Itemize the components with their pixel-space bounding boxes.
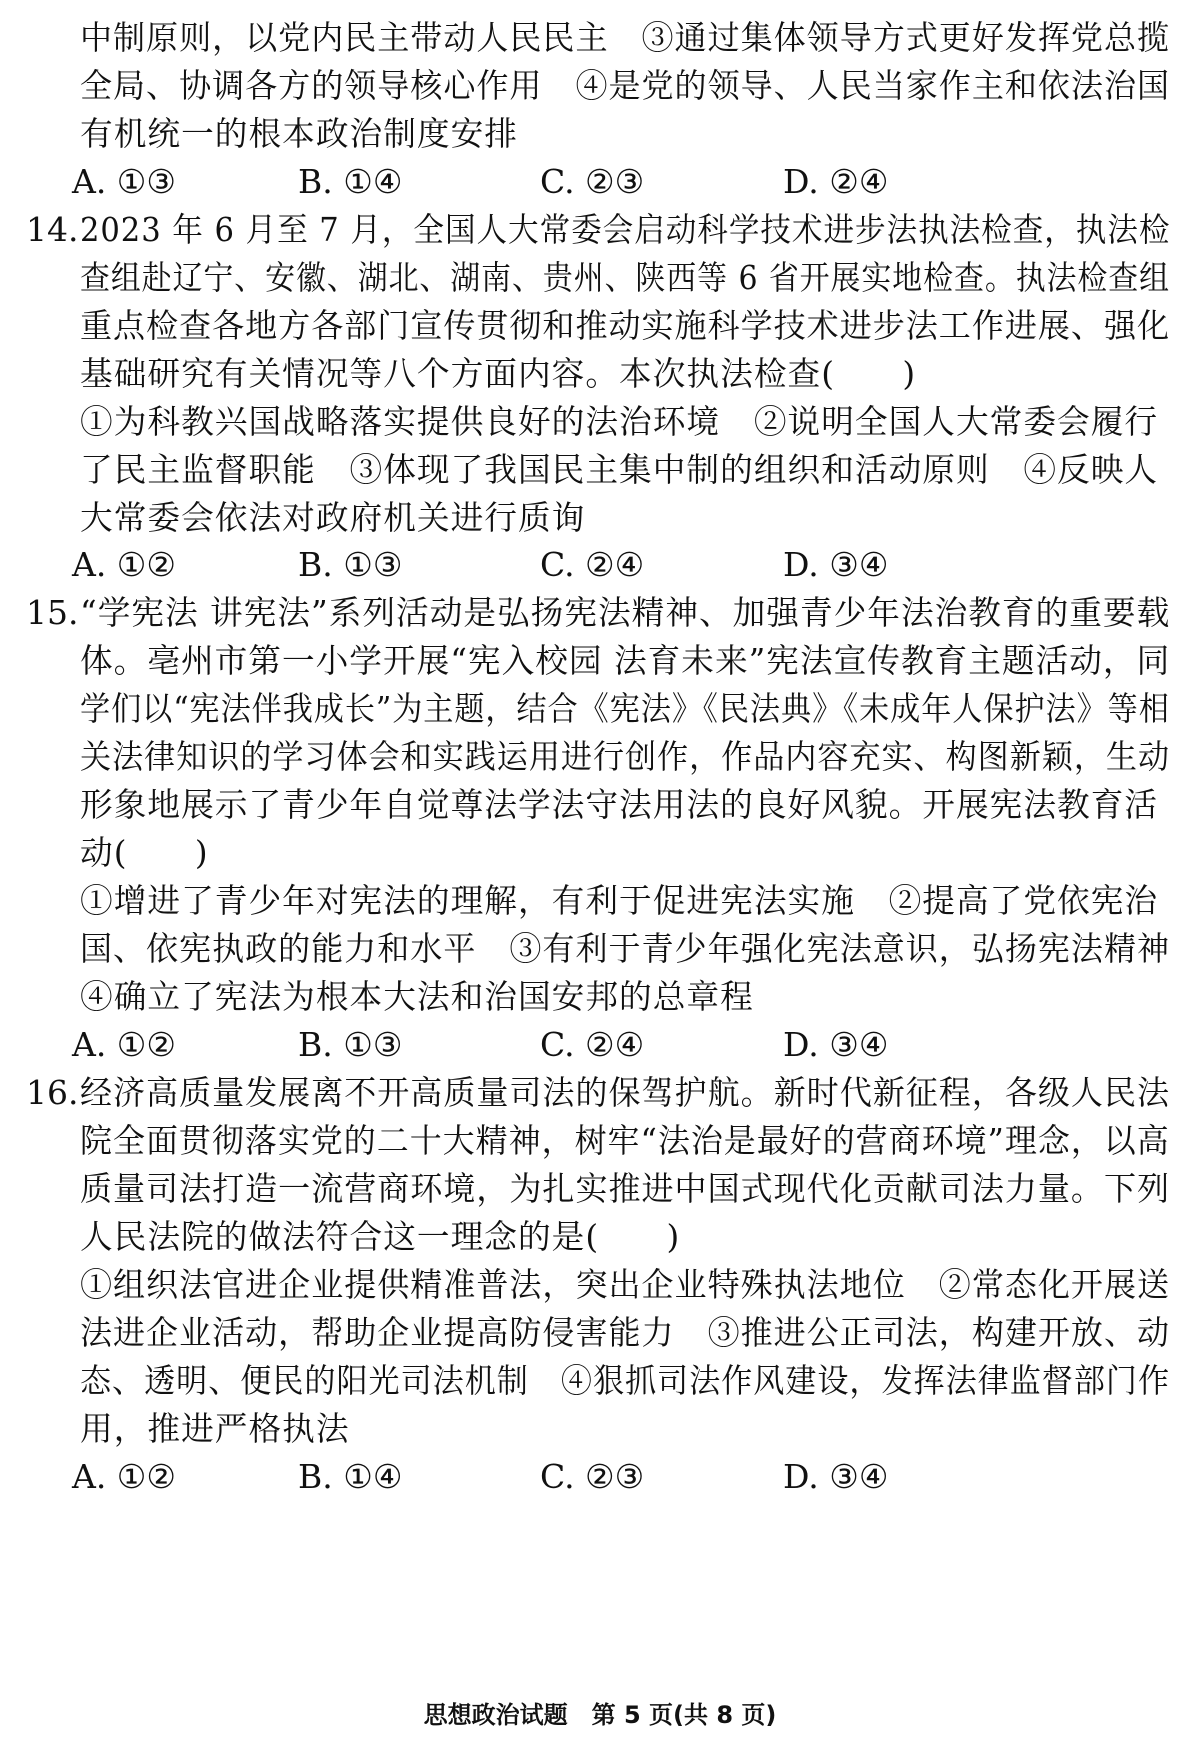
option-a: A. ①③ [72,162,176,201]
question-text-line: 基础研究有关情况等八个方面内容。本次执法检查( ) [80,354,917,393]
statement-line: 大常委会依法对政府机关进行质询 [80,498,586,537]
option-c: C. ②③ [540,162,645,201]
question-text-line: 动( ) [80,833,209,872]
statement-line: 法进企业活动，帮助企业提高防侵害能力 ③推进公正司法，构建开放、动 [80,1313,1170,1352]
question-text-line: 院全面贯彻落实党的二十大精神，树牢“法治是最好的营商环境”理念，以高 [80,1121,1170,1160]
question-number: 15. [26,593,79,632]
question-text-line: 学们以“宪法伴我成长”为主题，结合《宪法》《民法典》《未成年人保护法》等相 [80,689,1170,728]
option-d: D. ③④ [783,1025,889,1064]
option-d: D. ②④ [783,162,889,201]
question-text-line: 人民法院的做法符合这一理念的是( ) [80,1217,681,1256]
question-text-line: 形象地展示了青少年自觉尊法学法守法用法的良好风貌。开展宪法教育活 [80,785,1159,824]
statement-line: ①组织法官进企业提供精准普法，突出企业特殊执法地位 ②常态化开展送 [80,1265,1170,1304]
question-number: 16. [26,1073,79,1112]
option-c: C. ②③ [540,1457,645,1496]
question-text-line: 经济高质量发展离不开高质量司法的保驾护航。新时代新征程，各级人民法 [80,1073,1170,1112]
question-text-line: “学宪法 讲宪法”系列活动是弘扬宪法精神、加强青少年法治教育的重要载 [80,593,1171,632]
statement-line: 国、依宪执政的能力和水平 ③有利于青少年强化宪法意识，弘扬宪法精神 [80,929,1170,968]
option-d: D. ③④ [783,545,889,584]
question-text-line: 体。亳州市第一小学开展“宪入校园 法育未来”宪法宣传教育主题活动，同 [80,641,1171,680]
option-c: C. ②④ [540,545,645,584]
statement-line: ④确立了宪法为根本大法和治国安邦的总章程 [80,977,754,1016]
statement-line: 用，推进严格执法 [80,1409,350,1448]
option-a: A. ①② [72,1457,176,1496]
question-text-line: 查组赴辽宁、安徽、湖北、湖南、贵州、陕西等 6 省开展实地检查。执法检查组 [80,258,1170,297]
question-text-line: 关法律知识的学习体会和实践运用进行创作，作品内容充实、构图新颖，生动 [80,737,1170,776]
option-d: D. ③④ [783,1457,889,1496]
page-footer: 思想政治试题 第 5 页(共 8 页) [423,1701,777,1729]
question-text-line: 全局、协调各方的领导核心作用 ④是党的领导、人民当家作主和依法治国 [80,66,1170,105]
question-text-line: 中制原则，以党内民主带动人民民主 ③通过集体领导方式更好发挥党总揽 [80,18,1170,57]
option-a: A. ①② [72,1025,176,1064]
statement-line: ①增进了青少年对宪法的理解，有利于促进宪法实施 ②提高了党依宪治 [80,881,1159,920]
option-b: B. ①③ [298,545,403,584]
statement-line: ①为科教兴国战略落实提供良好的法治环境 ②说明全国人大常委会履行 [80,402,1159,441]
statement-line: 态、透明、便民的阳光司法机制 ④狠抓司法作风建设，发挥法律监督部门作 [80,1361,1170,1400]
question-number: 14. [26,210,79,249]
option-b: B. ①④ [298,162,403,201]
option-b: B. ①④ [298,1457,403,1496]
question-text-line: 质量司法打造一流营商环境，为扎实推进中国式现代化贡献司法力量。下列 [80,1169,1170,1208]
question-text-line: 重点检查各地方各部门宣传贯彻和推动实施科学技术进步法工作进展、强化 [80,306,1170,345]
question-text-line: 有机统一的根本政治制度安排 [80,114,518,153]
option-c: C. ②④ [540,1025,645,1064]
statement-line: 了民主监督职能 ③体现了我国民主集中制的组织和活动原则 ④反映人 [80,450,1159,489]
option-a: A. ①② [72,545,176,584]
question-text-line: 2023 年 6 月至 7 月，全国人大常委会启动科学技术进步法执法检查，执法检 [80,210,1171,249]
option-b: B. ①③ [298,1025,403,1064]
